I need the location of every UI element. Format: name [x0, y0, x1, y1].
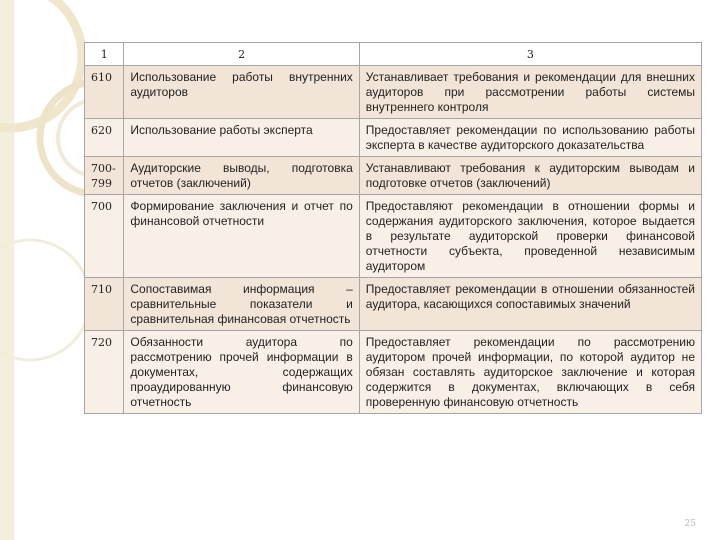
row-title: Обязанности аудитора по рассмотрению прочей информации в документах, содержащих проаудированную финансовую отчетность: [124, 331, 359, 414]
row-code: 700-799: [85, 157, 124, 195]
standards-table: [84, 42, 702, 414]
row-title: Использование работы внутренних аудиторов: [124, 66, 359, 119]
header-col-2: 2: [124, 43, 359, 66]
row-code: 700: [85, 195, 124, 278]
row-code: 620: [85, 119, 124, 157]
table-row: [85, 278, 702, 331]
row-description: Устанавливают требования к аудиторским выводам и подготовке отчетов (заключений): [359, 157, 701, 195]
row-title: Сопоставимая информация – сравнительные показатели и сравнительная финансовая отчетность: [124, 278, 359, 331]
row-code: 710: [85, 278, 124, 331]
row-code: 720: [85, 331, 124, 414]
table-row: [85, 195, 702, 278]
row-title: Использование работы эксперта: [124, 119, 359, 157]
row-title: Аудиторские выводы, подготовка отчетов (заключений): [124, 157, 359, 195]
table-row: [85, 157, 702, 195]
header-col-3: 3: [359, 43, 701, 66]
row-description: Предоставляет рекомендации по использованию работы эксперта в качестве аудиторского доказательства: [359, 119, 701, 157]
row-code: 610: [85, 66, 124, 119]
table-header-row: [85, 43, 702, 66]
table-row: [85, 331, 702, 414]
row-description: Предоставляет рекомендации в отношении обязанностей аудитора, касающихся сопоставимых значений: [359, 278, 701, 331]
row-description: Предоставляет рекомендации по рассмотрению аудитором прочей информации, по которой аудитор не обязан составлять аудиторское заключение и которая содержится в документах, включающих в себя проверенную финансовую отчетность: [359, 331, 701, 414]
header-col-1: 1: [85, 43, 124, 66]
row-title: Формирование заключения и отчет по финансовой отчетности: [124, 195, 359, 278]
row-description: Предоставляют рекомендации в отношении формы и содержания аудиторского заключения, которое выдается в результате аудиторской проверки финансовой отчетности субъекта, проведенной независимым аудитором: [359, 195, 701, 278]
row-description: Устанавливает требования и рекомендации для внешних аудиторов при рассмотрении работы системы внутреннего контроля: [359, 66, 701, 119]
table-row: [85, 119, 702, 157]
table-row: [85, 66, 702, 119]
page-number: 25: [684, 519, 696, 529]
